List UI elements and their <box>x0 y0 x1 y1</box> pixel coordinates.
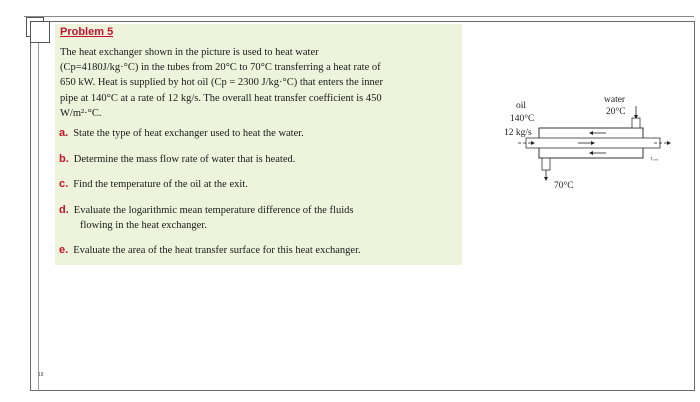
question-letter: a. <box>59 127 69 139</box>
question-text: Evaluate the logarithmic mean temperature difference of the fluids <box>73 205 354 216</box>
question-d <box>59 203 459 233</box>
oil-exit-label: T₀,ₒᵤₜ <box>650 156 659 161</box>
question-c <box>59 177 459 192</box>
question-letter: e. <box>59 244 69 256</box>
oil-label: oil <box>516 101 527 111</box>
question-text: Evaluate the area of the heat transfer surface for this heat exchanger. <box>73 245 361 256</box>
question-text: Find the temperature of the oil at the exit. <box>73 179 248 190</box>
left-margin-rule <box>38 43 39 391</box>
question-letter: d. <box>59 204 69 216</box>
intro-line: W/m²·°C. <box>60 107 102 119</box>
question-text: State the type of heat exchanger used to heat the water. <box>73 128 304 139</box>
intro-line: 650 kW. Heat is supplied by hot oil (Cp = 2300 J/kg·°C) that enters the inner <box>60 77 383 89</box>
water-exit-arrowhead <box>544 177 548 181</box>
intro-line: The heat exchanger shown in the picture is used to heat water <box>60 47 319 58</box>
question-b <box>59 152 459 167</box>
question-e <box>59 243 459 258</box>
water-exit-nozzle <box>542 158 550 170</box>
page-number: 18 <box>38 372 44 378</box>
intro-line: pipe at 140°C at a rate of 12 kg/s. The overall heat transfer coefficient is 450 <box>60 92 382 104</box>
water-exit-temp: 70°C <box>554 181 574 191</box>
problem-intro <box>60 45 458 121</box>
oil-exit-arrowhead <box>667 141 671 145</box>
corner-marker <box>30 21 50 43</box>
question-letter: c. <box>59 178 69 190</box>
oil-inlet-temp: 140°C <box>510 114 535 124</box>
question-letter: b. <box>59 153 69 165</box>
oil-flow-rate: 12 kg/s <box>504 128 532 138</box>
question-text: Determine the mass flow rate of water that is heated. <box>73 154 296 165</box>
problem-title: Problem 5 <box>60 26 114 38</box>
question-text-continued: flowing in the heat exchanger. <box>80 220 207 231</box>
page-top-edge <box>24 16 694 17</box>
water-inlet-temp: 20°C <box>606 107 626 117</box>
intro-line: (Cp=4180J/kg·°C) in the tubes from 20°C to 70°C transferring a heat rate of <box>60 62 381 74</box>
heat-exchanger-diagram <box>498 92 678 202</box>
question-a <box>59 126 459 141</box>
water-inlet-nozzle <box>632 118 640 128</box>
water-label: water <box>604 95 626 105</box>
